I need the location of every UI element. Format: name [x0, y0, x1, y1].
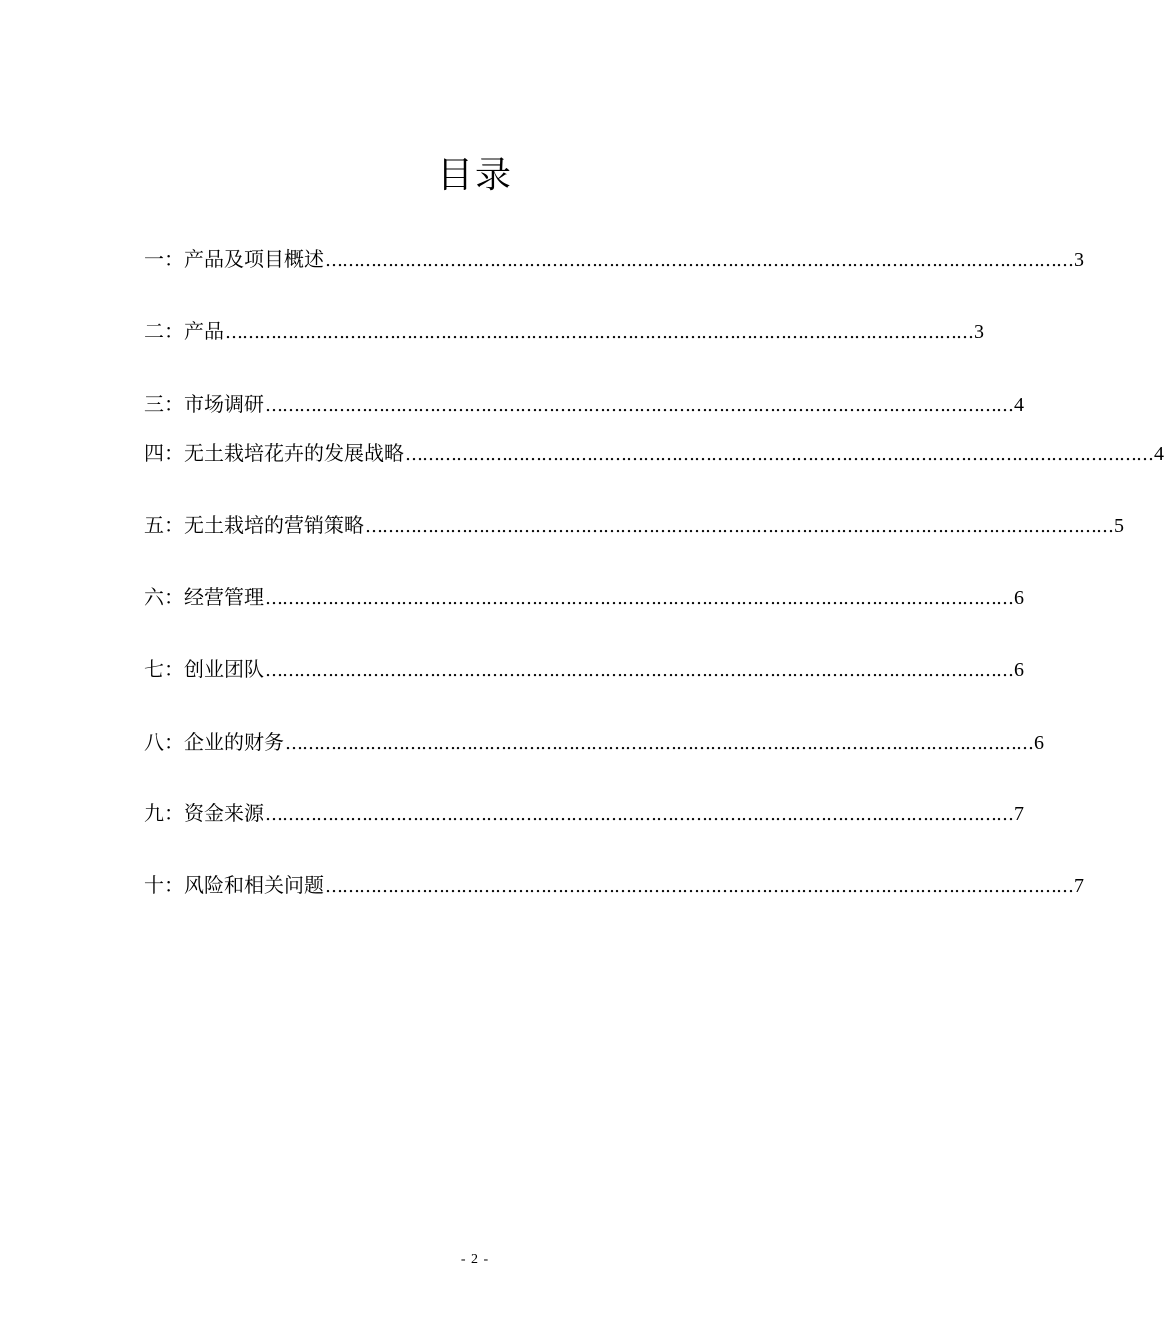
toc-entry-page: 3: [1074, 249, 1084, 271]
toc-entry-label: 八：企业的财务: [144, 730, 284, 754]
toc-leader-dots: ……………………………………………………………………………………………………………………: [285, 733, 1033, 754]
toc-entry-label: 一：产品及项目概述: [144, 247, 324, 271]
toc-entry-1[interactable]: [144, 244, 1084, 274]
toc-entry-page: 6: [1034, 732, 1044, 754]
toc-entry-page: 4: [1014, 394, 1024, 416]
toc-entry-2[interactable]: [144, 316, 984, 346]
toc-leader-dots: ……………………………………………………………………………………………………………………: [365, 516, 1113, 537]
toc-entry-7[interactable]: [144, 654, 1024, 684]
toc-leader-dots: ……………………………………………………………………………………………………………………: [265, 395, 1013, 416]
toc-leader-dots: ……………………………………………………………………………………………………………………: [325, 250, 1073, 271]
toc-entry-page: 5: [1114, 515, 1124, 537]
toc-entry-page: 6: [1014, 659, 1024, 681]
toc-leader-dots: ……………………………………………………………………………………………………………………: [325, 876, 1073, 897]
toc-leader-dots: ……………………………………………………………………………………………………………………: [265, 804, 1013, 825]
toc-entry-label: 七：创业团队: [144, 657, 264, 681]
toc-leader-dots: ……………………………………………………………………………………………………………………: [265, 660, 1013, 681]
toc-entry-label: 三：市场调研: [144, 392, 264, 416]
toc-entry-10[interactable]: [144, 870, 1084, 900]
toc-entry-page: 7: [1074, 875, 1084, 897]
toc-entry-3[interactable]: [144, 389, 1024, 419]
toc-entry-page: 3: [974, 321, 984, 343]
toc-entry-page: 6: [1014, 587, 1024, 609]
toc-entry-label: 二：产品: [144, 319, 224, 343]
toc-entry-label: 九：资金来源: [144, 801, 264, 825]
toc-entry-6[interactable]: [144, 582, 1024, 612]
toc-entry-label: 十：风险和相关问题: [144, 873, 324, 897]
toc-entry-8[interactable]: [144, 727, 1044, 757]
toc-entry-4[interactable]: [144, 438, 1164, 468]
toc-leader-dots: ……………………………………………………………………………………………………………………: [265, 588, 1013, 609]
page-number-footer: - 2 -: [460, 1252, 490, 1267]
toc-leader-dots: ……………………………………………………………………………………………………………………: [225, 322, 973, 343]
toc-leader-dots: ……………………………………………………………………………………………………………………: [405, 444, 1153, 465]
page-title: 目录: [436, 155, 513, 196]
toc-entry-page: 4: [1154, 443, 1164, 465]
toc-entry-5[interactable]: [144, 510, 1124, 540]
toc-entry-page: 7: [1014, 803, 1024, 825]
toc-entry-label: 五：无土栽培的营销策略: [144, 513, 364, 537]
toc-entry-label: 四：无土栽培花卉的发展战略: [144, 441, 404, 465]
toc-entry-9[interactable]: [144, 798, 1024, 828]
toc-entry-label: 六：经营管理: [144, 585, 264, 609]
